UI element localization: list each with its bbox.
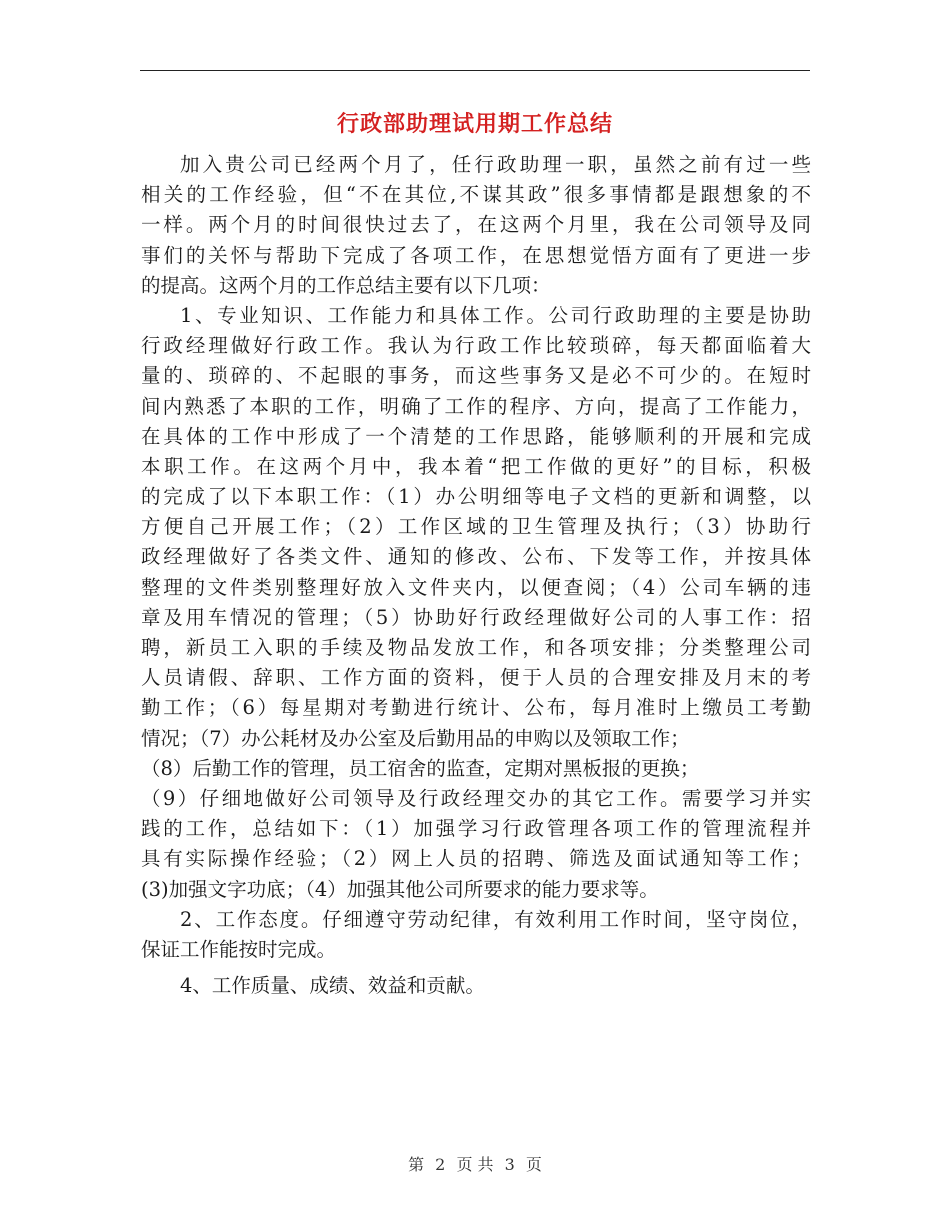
text-line: 整理的文件类别整理好放入文件夹内，以便查阅；（4）公司车辆的违 [141,575,811,599]
text-line: （9）仔细地做好公司领导及行政经理交办的其它工作。需要学习并实 [141,786,811,810]
text-line: 人员请假、辞职、工作方面的资料，便于人员的合理安排及月末的考 [141,666,811,690]
text-line: 的提高。这两个月的工作总结主要有以下几项： [141,273,551,297]
paragraph-1 [141,150,811,301]
text-line: 相关的工作经验，但“不在其位,不谋其政”很多事情都是跟想象的不 [141,183,811,207]
text-line: 本职工作。在这两个月中，我本着“把工作做的更好”的目标，积极 [141,454,811,478]
text-line: 情况；（7）办公耗材及办公室及后勤用品的申购以及领取工作； [141,726,690,750]
header-rule [140,70,810,71]
text-line: 聘，新员工入职的手续及物品发放工作，和各项安排；分类整理公司 [141,636,811,659]
paragraph-3 [141,905,811,965]
text-line: (3)加强文字功底；（4）加强其他公司所要求的能力要求等。 [141,877,659,901]
text-line: 1、专业知识、工作能力和具体工作。公司行政助理的主要是协助 [180,303,811,327]
text-line: （8）后勤工作的管理，员工宿舍的监查，定期对黑板报的更换； [141,756,700,780]
footer-middle: 页 共 [456,1155,494,1174]
page-footer [0,1154,950,1176]
text-line: 勤工作；（6）每星期对考勤进行统计、公布，每月准时上缴员工考勤 [141,696,811,720]
text-line: 加入贵公司已经两个月了，任行政助理一职，虽然之前有过一些 [180,153,811,176]
document-body [141,150,811,1001]
text-line: 4、工作质量、成绩、效益和贡献。 [180,974,485,998]
text-line: 量的、琐碎的、不起眼的事务，而这些事务又是必不可少的。在短时 [141,364,811,388]
text-line: 2、工作态度。仔细遵守劳动纪律，有效利用工作时间，坚守岗位， [180,907,811,931]
footer-suffix: 页 [525,1155,542,1174]
text-line: 政经理做好了各类文件、通知的修改、公布、下发等工作，并按具体 [141,545,811,569]
footer-page-number: 2 [435,1155,446,1174]
text-line: 事们的关怀与帮助下完成了各项工作，在思想觉悟方面有了更进一步 [141,243,811,267]
paragraph-4 [141,971,811,1001]
text-line: 践的工作，总结如下：（1）加强学习行政管理各项工作的管理流程并 [141,817,811,841]
text-line: 行政经理做好行政工作。我认为行政工作比较琐碎，每天都面临着大 [141,334,811,358]
text-line: 的完成了以下本职工作：（1）办公明细等电子文档的更新和调整，以 [141,485,811,509]
footer-prefix: 第 [408,1155,425,1174]
footer-total-pages: 3 [504,1155,515,1174]
text-line: 保证工作能按时完成。 [141,937,337,961]
text-line: 具有实际操作经验；（2）网上人员的招聘、筛选及面试通知等工作； [141,847,811,871]
text-line: 章及用车情况的管理；（5）协助好行政经理做好公司的人事工作：招 [141,605,811,629]
document-title: 行政部助理试用期工作总结 [336,111,613,137]
text-line: 间内熟悉了本职的工作，明确了工作的程序、方向，提高了工作能力， [141,394,811,418]
text-line: 一样。两个月的时间很快过去了，在这两个月里，我在公司领导及同 [141,213,811,237]
paragraph-2 [141,301,811,905]
text-line: 方便自己开展工作；（2）工作区域的卫生管理及执行；（3）协助行 [141,515,811,539]
text-line: 在具体的工作中形成了一个清楚的工作思路，能够顺利的开展和完成 [141,424,811,448]
